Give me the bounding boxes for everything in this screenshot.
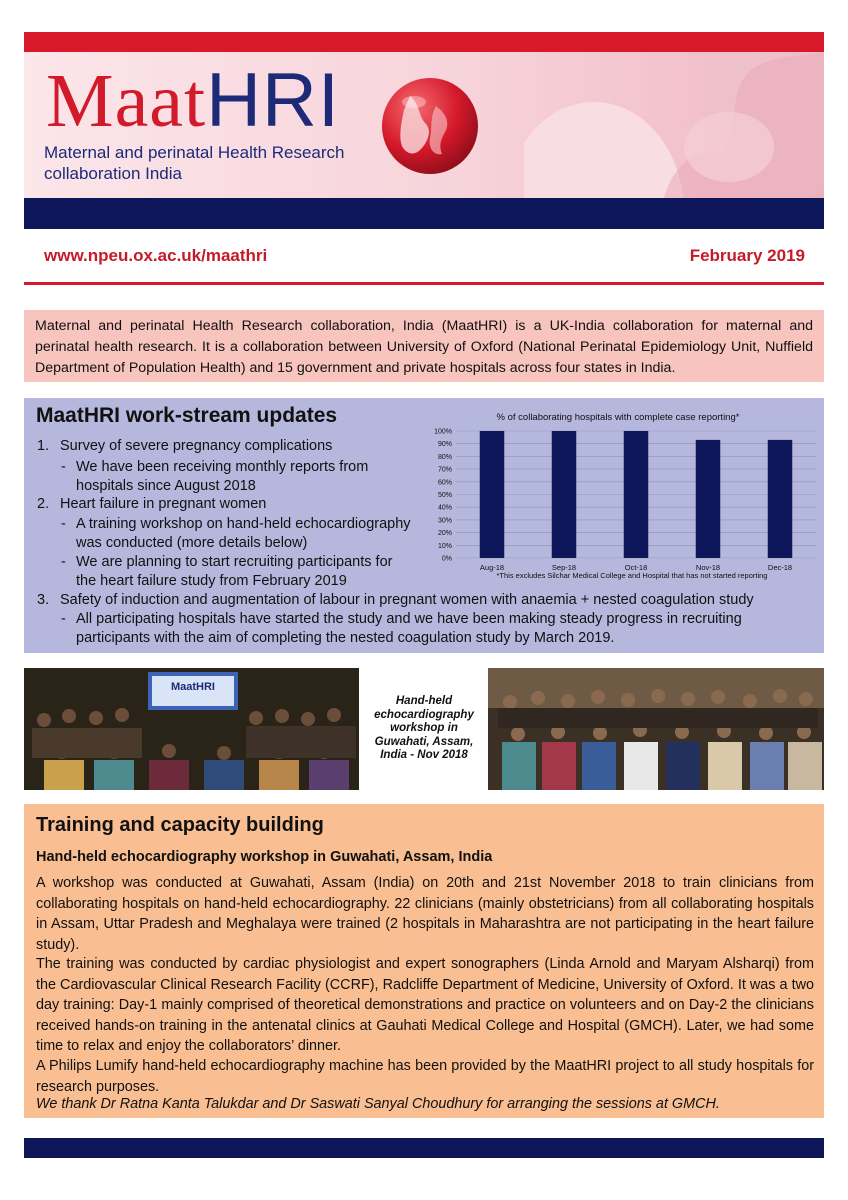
intro-box [24, 310, 824, 382]
subtitle-line-1: Maternal and perinatal Health Research [44, 143, 345, 162]
chart-bar-sep-18 [552, 431, 576, 558]
chart-bar-oct-18 [624, 431, 648, 558]
header-navy-band [24, 198, 824, 229]
chart-y-tick-label: 100% [434, 428, 452, 436]
work-stream-title: MaatHRI work-stream updates [36, 404, 338, 427]
chart-y-tick-label: 30% [437, 517, 452, 525]
training-thanks: We thank Dr Ratna Kanta Talukdar and Dr Saswati Sanyal Choudhury for arranging the sessions at GMCH. [36, 1096, 720, 1112]
logo-hri-text: HRI [206, 58, 341, 143]
work-item-number: 1. [37, 438, 50, 454]
chart-x-tick-label: Oct-18 [624, 563, 648, 572]
workshop-photo-left [24, 668, 359, 790]
chart-bar-dec-18 [768, 440, 792, 558]
work-sub-item: We are planning to start recruiting participants for the heart failure study from February 2019 [76, 554, 393, 589]
work-item-text: Survey of severe pregnancy complications [60, 438, 333, 454]
work-item-number: 3. [37, 592, 50, 608]
work-sub-bullet: - [61, 611, 66, 627]
work-item-text: Safety of induction and augmentation of labour in pregnant women with anaemia + nested coagulation study [60, 592, 754, 608]
chart-y-tick-label: 20% [437, 530, 452, 538]
work-item-text: Heart failure in pregnant women [60, 496, 267, 512]
work-sub-item: All participating hospitals have started the study and we have been making steady progress in recruiting participants with the aim of completing the nested coagulation study by March 2019. [76, 611, 742, 646]
chart-y-axis [434, 429, 452, 563]
website-link[interactable]: www.npeu.ox.ac.uk/maathri [44, 246, 268, 265]
chart-y-tick-label: 40% [437, 504, 452, 512]
header-top-stripe [24, 32, 824, 52]
training-paragraph: A Philips Lumify hand-held echocardiography machine has been provided by the MaatHRI project to all study hospitals for research purposes. [36, 1058, 814, 1095]
chart-y-tick-label: 0% [441, 555, 452, 563]
work-sub-bullet: - [61, 516, 66, 532]
chart-y-tick-label: 80% [437, 453, 452, 461]
chart-bar-nov-18 [696, 440, 720, 558]
chart-title: % of collaborating hospitals with complete case reporting* [496, 412, 740, 423]
intro-text: Maternal and perinatal Health Research collaboration, India (MaatHRI) is a UK-India collaboration for maternal and perinatal health research. It is a collaboration between University of Oxford (National Perinatal Epidemiology Unit, Nuffield Department of Population Health) and 15 government and private hospitals across four states in India. [35, 318, 813, 376]
training-title: Training and capacity building [36, 814, 324, 836]
work-sub-item: A training workshop on hand-held echocardiography was conducted (more details below) [76, 516, 411, 551]
header-banner [24, 52, 824, 198]
reporting-bar-chart [416, 406, 820, 584]
photo-caption: Hand-held echocardiography workshop in Guwahati, Assam, India - Nov 2018 [374, 695, 474, 761]
training-paragraph: The training was conducted by cardiac physiologist and expert sonographers (Linda Arnold and Maryam Alsharqi) from the Cardiovascular Clinical Research Facility (CCRF), Radcliffe Department of Medicine, University of Oxford. It was a two day training: Day-1 mainly comprised of theoretical demonstrations and practice on volunteers and on Day-2 the clinicians received hands-on training in the antenatal clinics at Gauhati Medical College and Hospital (GMCH). Later, we had some time to relax and enjoy the collaborators’ dinner. [36, 956, 814, 1054]
chart-bar-aug-18 [480, 431, 504, 558]
mother-child-silhouette [524, 52, 824, 198]
subtitle-line-2: collaboration India [44, 164, 182, 183]
work-item-number: 2. [37, 496, 50, 512]
chart-y-tick-label: 50% [437, 492, 452, 499]
footer-navy-band [24, 1138, 824, 1158]
slide-logo-text: MaatHRI [170, 681, 216, 693]
training-paragraph: A workshop was conducted at Guwahati, Assam (India) on 20th and 21st November 2018 to train clinicians from collaborating hospitals on hand-held echocardiography. 22 clinicians (mainly obstetricians) from all collaborating hospitals in Assam, Uttar Pradesh and Meghalaya were trained (2 hospitals in Maharashtra are not participating in the heart failure study). [36, 875, 814, 953]
maathri-logo [46, 58, 340, 144]
workshop-photo-right [488, 668, 824, 790]
chart-y-tick-label: 90% [437, 441, 452, 449]
chart-y-tick-label: 70% [437, 466, 452, 474]
chart-y-tick-label: 10% [437, 542, 452, 550]
work-sub-bullet: - [61, 459, 66, 475]
issue-date: February 2019 [689, 246, 805, 265]
chart-x-tick-label: Aug-18 [479, 563, 505, 572]
work-sub-item: We have been receiving monthly reports from hospitals since August 2018 [76, 459, 369, 494]
work-stream-box [24, 398, 824, 653]
chart-x-tick-label: Sep-18 [551, 563, 577, 572]
logo-maat-text: Maat [46, 59, 207, 143]
header-subtitle [44, 142, 464, 184]
chart-y-tick-label: 60% [437, 479, 452, 487]
chart-x-tick-label: Nov-18 [695, 563, 721, 572]
header-divider [24, 282, 824, 285]
chart-footnote: *This excludes Silchar Medical College and Hospital that has not started reporting [496, 571, 768, 580]
chart-x-tick-label: Dec-18 [767, 563, 793, 572]
training-subtitle: Hand-held echocardiography workshop in Guwahati, Assam, India [36, 849, 493, 865]
work-sub-bullet: - [61, 554, 66, 570]
training-box [24, 804, 824, 1118]
